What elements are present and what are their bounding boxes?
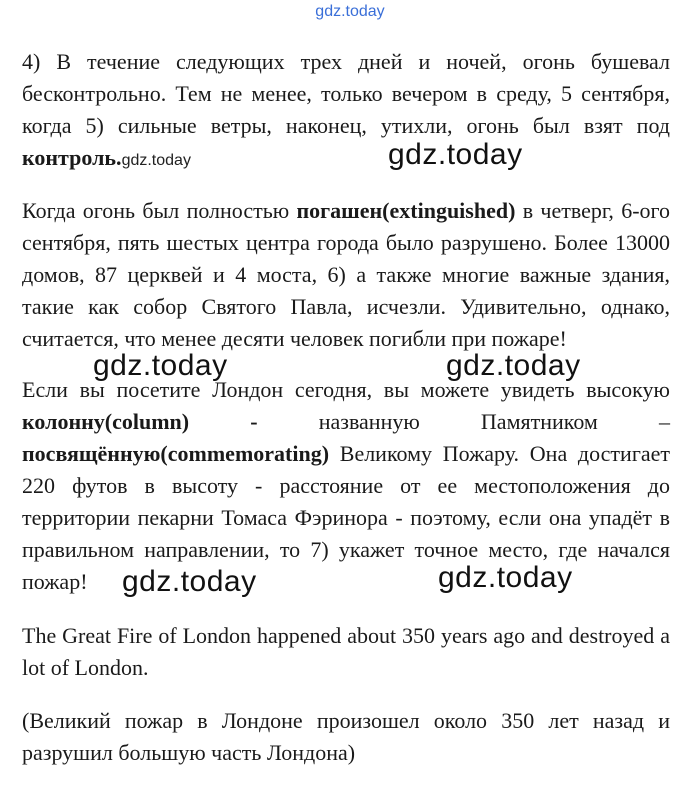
paragraph-1	[22, 46, 670, 177]
paragraph-1-text: 4) В течение следующих трех дней и ночей, огонь бушевал бесконтрольно. Тем не менее, только вечером в среду, 5 сентября, когда 5) сильные ветры, наконец, утихли, огонь был взят под	[22, 49, 670, 138]
paragraph-5: (Великий пожар в Лондоне произошел около 350 лет назад и разрушил большую часть Лондона)	[22, 708, 670, 765]
paragraph-1-bold: контроль.	[22, 145, 122, 170]
top-watermark: gdz.today	[315, 3, 385, 20]
paragraph-2-bold: погашен(extinguished)	[296, 198, 516, 223]
paragraph-2-pre: Когда огонь был полностью	[22, 198, 297, 223]
paragraph-2	[22, 195, 670, 355]
inline-watermark: gdz.today	[121, 152, 191, 169]
watermark-3: gdz.today	[446, 349, 581, 382]
paragraph-3	[22, 374, 670, 598]
watermark-4: gdz.today	[122, 565, 257, 598]
paragraph-2-post: в четверг, 6-ого сентября, пять шестых центра города было разрушено. Более 13000 домов, 87 церквей и 4 моста, 6) а также многие важные здания, такие как собор Святого Павла, исчезли. Удивительно, однако, считается, что менее десяти человек погибли при пожаре!	[22, 198, 670, 351]
watermark-1: gdz.today	[388, 138, 523, 171]
paragraph-3-mid: названную Памятником –	[257, 409, 670, 434]
watermark-2: gdz.today	[93, 349, 228, 382]
paragraph-3-bold-1: колонну(column) -	[22, 409, 258, 434]
paragraph-4: The Great Fire of London happened about 350 years ago and destroyed a lot of London.	[22, 623, 670, 680]
watermark-5: gdz.today	[438, 561, 573, 594]
paragraph-3-pre: Если вы посетите Лондон сегодня, вы можете увидеть высокую	[22, 377, 670, 402]
paragraph-3-post: Великому Пожару. Она достигает 220 футов в высоту - расстояние от ее местоположения до территории пекарни Томаса Фэринора - поэтому, если она упадёт в правильном направлении, то 7) укажет точное место, где начался пожар!	[22, 441, 670, 594]
paragraph-3-bold-2: посвящённую(commemorating)	[22, 441, 330, 466]
